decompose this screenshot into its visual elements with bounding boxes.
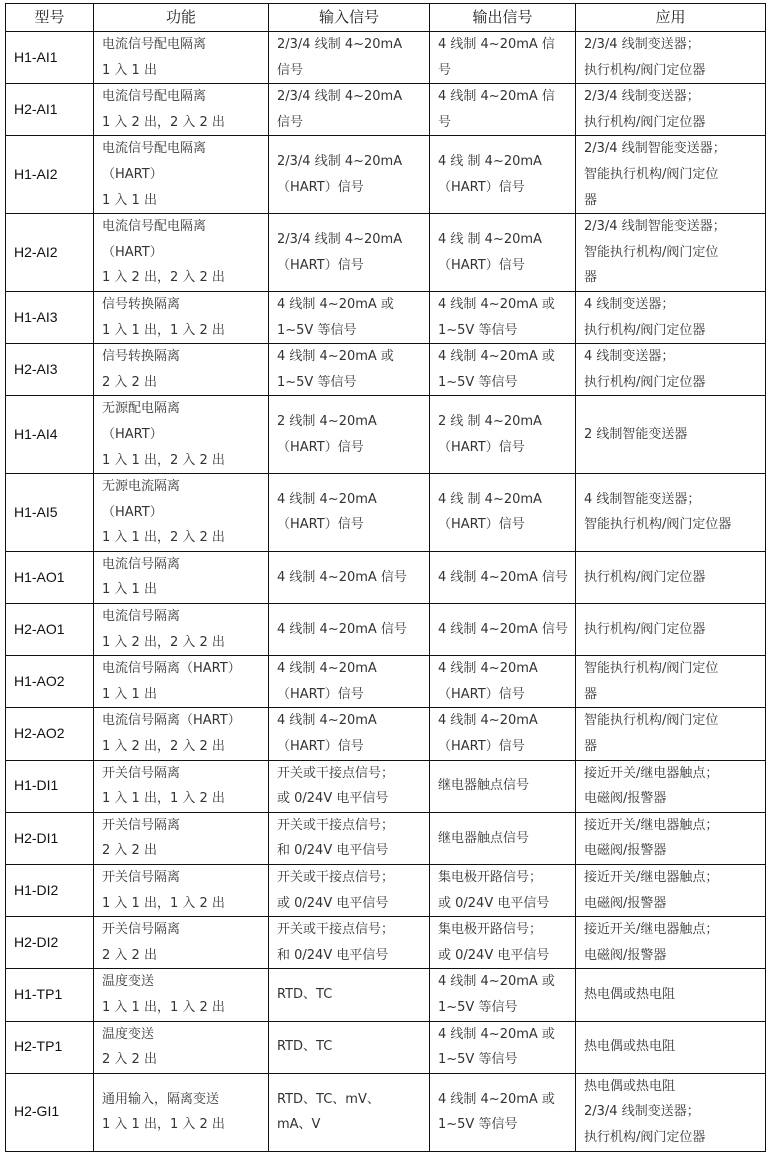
- cell-line: 2/3/4 线制 4~20mA: [277, 89, 403, 105]
- cell-line: 通用输入，隔离变送: [102, 1091, 220, 1107]
- cell-line: （HART）信号: [438, 686, 525, 702]
- function-cell: [94, 344, 269, 396]
- cell-line: 1 入 1 出，1 入 2 出: [102, 1117, 225, 1133]
- output-signal-cell: [430, 344, 576, 396]
- input-signal-cell: [269, 32, 430, 84]
- cell-line: 信号: [277, 62, 304, 78]
- cell-line: 执行机构/阀门定位器: [584, 374, 706, 390]
- cell-line: 1~5V 等信号: [438, 374, 518, 390]
- model-cell: H1-AI4: [6, 396, 94, 474]
- cell-line: 号: [438, 114, 452, 130]
- cell-line: 开关或干接点信号；: [277, 870, 395, 885]
- input-signal-cell: [269, 917, 430, 969]
- cell-line: 继电器触点信号: [438, 778, 530, 794]
- model-cell: H1-AI3: [6, 291, 94, 343]
- cell-line: 2 入 2 出: [102, 947, 157, 963]
- cell-line: 4 线 制 4~20mA: [438, 231, 542, 247]
- cell-line: 2 入 2 出: [102, 1052, 157, 1068]
- cell-line: 1 入 2 出，2 入 2 出: [102, 114, 225, 130]
- cell-line: 1 入 1 出: [102, 582, 157, 598]
- cell-line: 开关或干接点信号；: [277, 817, 395, 833]
- header-input-signal: 输入信号: [269, 4, 430, 32]
- cell-line: 和 0/24V 电平信号: [277, 843, 389, 859]
- cell-line: （HART）信号: [277, 179, 364, 195]
- cell-line: 执行机构/阀门定位器: [584, 114, 706, 130]
- output-signal-cell: [430, 656, 576, 708]
- function-cell: [94, 396, 269, 474]
- cell-line: RTD、TC: [277, 987, 333, 1003]
- cell-line: 电流信号配电隔离: [102, 37, 207, 52]
- input-signal-cell: [269, 84, 430, 136]
- cell-line: 电磁阀/报警器: [584, 895, 667, 911]
- table-row: [6, 604, 766, 656]
- function-cell: [94, 656, 269, 708]
- cell-line: （HART）: [102, 504, 163, 520]
- function-cell: [94, 1021, 269, 1073]
- cell-line: 热电偶或热电阻: [584, 987, 676, 1003]
- output-signal-cell: [430, 1021, 576, 1073]
- cell-line: 4 线制 4~20mA 信: [438, 37, 555, 52]
- input-signal-cell: [269, 136, 430, 214]
- cell-line: 2/3/4 线制 4~20mA: [277, 231, 403, 247]
- table-row: [6, 291, 766, 343]
- cell-line: 器: [584, 739, 598, 755]
- cell-line: 1~5V 等信号: [277, 322, 357, 338]
- cell-line: （HART）信号: [277, 739, 364, 755]
- cell-line: 1 入 2 出，2 入 2 出: [102, 739, 225, 755]
- cell-line: （HART）信号: [438, 517, 525, 533]
- cell-line: RTD、TC: [277, 1039, 333, 1055]
- model-cell: H2-GI1: [6, 1073, 94, 1151]
- cell-line: 信号转换隔离: [102, 296, 181, 312]
- cell-line: 集电极开路信号；: [438, 922, 543, 938]
- cell-line: 无源配电隔离: [102, 401, 181, 417]
- cell-line: 电流信号配电隔离: [102, 89, 207, 105]
- model-cell: H1-AI5: [6, 474, 94, 552]
- cell-line: （HART）信号: [277, 257, 364, 273]
- cell-line: 或 0/24V 电平信号: [438, 947, 550, 963]
- cell-line: 开关信号隔离: [102, 765, 181, 781]
- input-signal-cell: [269, 1073, 430, 1151]
- table-body: [6, 32, 766, 1152]
- cell-line: （HART）: [102, 166, 163, 182]
- cell-line: 执行机构/阀门定位器: [584, 62, 706, 78]
- header-function: 功能: [94, 4, 269, 32]
- model-cell: H1-TP1: [6, 969, 94, 1021]
- model-cell: H2-AI3: [6, 344, 94, 396]
- cell-line: （HART）: [102, 244, 163, 260]
- model-cell: H1-DI1: [6, 760, 94, 812]
- model-cell: H1-AO2: [6, 656, 94, 708]
- cell-line: 4 线 制 4~20mA: [438, 154, 542, 170]
- output-signal-cell: [430, 604, 576, 656]
- application-cell: [576, 214, 766, 292]
- application-cell: [576, 396, 766, 474]
- output-signal-cell: [430, 760, 576, 812]
- cell-line: 1 入 1 出，1 入 2 出: [102, 999, 225, 1015]
- input-signal-cell: [269, 604, 430, 656]
- cell-line: 接近开关/继电器触点；: [584, 870, 719, 885]
- function-cell: [94, 708, 269, 760]
- function-cell: [94, 214, 269, 292]
- model-cell: H1-DI2: [6, 865, 94, 917]
- cell-line: 4 线制变送器；: [584, 296, 675, 312]
- cell-line: 2/3/4 线制 4~20mA: [277, 154, 403, 170]
- input-signal-cell: [269, 474, 430, 552]
- cell-line: 或 0/24V 电平信号: [277, 895, 389, 911]
- function-cell: [94, 865, 269, 917]
- cell-line: 1~5V 等信号: [438, 1052, 518, 1068]
- cell-line: 电磁阀/报警器: [584, 843, 667, 859]
- application-cell: [576, 760, 766, 812]
- output-signal-cell: [430, 474, 576, 552]
- cell-line: 电流信号配电隔离: [102, 219, 207, 235]
- cell-line: 4 线制 4~20mA: [438, 713, 538, 729]
- cell-line: 电流信号隔离（HART）: [102, 713, 241, 729]
- table-row: [6, 708, 766, 760]
- cell-line: 电流信号隔离: [102, 609, 181, 625]
- cell-line: 4 线制 4~20mA 或: [438, 1026, 555, 1042]
- table-row: [6, 396, 766, 474]
- cell-line: 热电偶或热电阻: [584, 1039, 676, 1055]
- cell-line: 开关或干接点信号；: [277, 765, 395, 781]
- input-signal-cell: [269, 812, 430, 864]
- cell-line: 4 线制 4~20mA 信号: [438, 569, 568, 585]
- cell-line: 集电极开路信号；: [438, 870, 543, 885]
- cell-line: （HART）信号: [277, 686, 364, 702]
- cell-line: 1~5V 等信号: [438, 1117, 518, 1133]
- cell-line: 2/3/4 线制 4~20mA: [277, 37, 403, 52]
- cell-line: 接近开关/继电器触点；: [584, 922, 719, 938]
- function-cell: [94, 1073, 269, 1151]
- input-signal-cell: [269, 214, 430, 292]
- model-cell: H2-AI1: [6, 84, 94, 136]
- cell-line: 4 线制 4~20mA 或: [277, 349, 394, 365]
- cell-line: 信号: [277, 114, 304, 130]
- input-signal-cell: [269, 396, 430, 474]
- header-model: 型号: [6, 4, 94, 32]
- cell-line: 1 入 1 出: [102, 62, 157, 78]
- table-row: [6, 344, 766, 396]
- cell-line: 热电偶或热电阻: [584, 1078, 676, 1094]
- model-cell: H2-AO1: [6, 604, 94, 656]
- header-output-signal: 输出信号: [430, 4, 576, 32]
- output-signal-cell: [430, 551, 576, 603]
- table-row: [6, 812, 766, 864]
- table-row: [6, 474, 766, 552]
- cell-line: 1 入 1 出，1 入 2 出: [102, 895, 225, 911]
- model-cell: H1-AI1: [6, 32, 94, 84]
- cell-line: （HART）: [102, 426, 163, 442]
- function-cell: [94, 604, 269, 656]
- output-signal-cell: [430, 84, 576, 136]
- cell-line: 4 线制 4~20mA: [277, 491, 377, 507]
- application-cell: [576, 812, 766, 864]
- cell-line: 4 线制 4~20mA 或: [438, 349, 555, 365]
- function-cell: [94, 32, 269, 84]
- input-signal-cell: [269, 1021, 430, 1073]
- function-cell: [94, 917, 269, 969]
- cell-line: 4 线制 4~20mA 信号: [277, 569, 407, 585]
- application-cell: [576, 969, 766, 1021]
- cell-line: （HART）信号: [438, 179, 525, 195]
- cell-line: 开关信号隔离: [102, 922, 181, 938]
- cell-line: 2/3/4 线制变送器；: [584, 37, 700, 52]
- cell-line: 4 线 制 4~20mA: [438, 491, 542, 507]
- output-signal-cell: [430, 812, 576, 864]
- cell-line: （HART）信号: [438, 739, 525, 755]
- function-cell: [94, 291, 269, 343]
- cell-line: 2/3/4 线制智能变送器；: [584, 219, 726, 235]
- function-cell: [94, 760, 269, 812]
- cell-line: 2 线 制 4~20mA: [438, 414, 542, 430]
- function-cell: [94, 474, 269, 552]
- cell-line: 4 线制 4~20mA 信: [438, 89, 555, 105]
- cell-line: 温度变送: [102, 1026, 155, 1042]
- output-signal-cell: [430, 1073, 576, 1151]
- cell-line: 1 入 1 出: [102, 686, 157, 702]
- model-cell: H2-AI2: [6, 214, 94, 292]
- input-signal-cell: [269, 865, 430, 917]
- output-signal-cell: [430, 136, 576, 214]
- cell-line: 1 入 1 出，1 入 2 出: [102, 322, 225, 338]
- output-signal-cell: [430, 969, 576, 1021]
- cell-line: 4 线制 4~20mA 信号: [438, 621, 568, 637]
- cell-line: 电流信号配电隔离: [102, 141, 207, 157]
- table-row: [6, 656, 766, 708]
- table-row: [6, 969, 766, 1021]
- table-row: [6, 760, 766, 812]
- cell-line: 4 线制 4~20mA: [277, 713, 377, 729]
- cell-line: 器: [584, 270, 598, 286]
- cell-line: 开关信号隔离: [102, 817, 181, 833]
- table-row: [6, 551, 766, 603]
- application-cell: [576, 656, 766, 708]
- table-row: [6, 1073, 766, 1151]
- cell-line: RTD、TC、mV、: [277, 1091, 380, 1107]
- cell-line: 接近开关/继电器触点；: [584, 765, 719, 781]
- cell-line: 4 线制智能变送器；: [584, 491, 701, 507]
- cell-line: 温度变送: [102, 974, 155, 990]
- model-cell: H1-AO1: [6, 551, 94, 603]
- output-signal-cell: [430, 865, 576, 917]
- cell-line: 电磁阀/报警器: [584, 947, 667, 963]
- cell-line: 智能执行机构/阀门定位: [584, 166, 719, 182]
- function-cell: [94, 551, 269, 603]
- model-cell: H2-DI1: [6, 812, 94, 864]
- cell-line: 1 入 2 出，2 入 2 出: [102, 634, 225, 650]
- cell-line: 电流信号隔离（HART）: [102, 661, 241, 677]
- cell-line: 1 入 2 出，2 入 2 出: [102, 270, 225, 286]
- cell-line: 2 线制智能变送器: [584, 426, 688, 442]
- cell-line: 2 入 2 出: [102, 843, 157, 859]
- application-cell: [576, 1073, 766, 1151]
- input-signal-cell: [269, 291, 430, 343]
- cell-line: 执行机构/阀门定位器: [584, 621, 706, 637]
- cell-line: 继电器触点信号: [438, 830, 530, 846]
- model-cell: H2-AO2: [6, 708, 94, 760]
- model-cell: H1-AI2: [6, 136, 94, 214]
- output-signal-cell: [430, 291, 576, 343]
- input-signal-cell: [269, 708, 430, 760]
- cell-line: 4 线制 4~20mA 或: [438, 974, 555, 990]
- cell-line: 器: [584, 686, 598, 702]
- cell-line: 号: [438, 62, 452, 78]
- cell-line: 4 线制 4~20mA 或: [438, 1091, 555, 1107]
- cell-line: 电流信号隔离: [102, 556, 181, 572]
- cell-line: 无源电流隔离: [102, 479, 181, 495]
- cell-line: 信号转换隔离: [102, 349, 181, 365]
- cell-line: 4 线制 4~20mA 信号: [277, 621, 407, 637]
- cell-line: （HART）信号: [438, 257, 525, 273]
- cell-line: 2/3/4 线制变送器；: [584, 89, 700, 105]
- cell-line: 4 线制 4~20mA 或: [277, 296, 394, 312]
- application-cell: [576, 84, 766, 136]
- application-cell: [576, 551, 766, 603]
- cell-line: （HART）信号: [277, 439, 364, 455]
- cell-line: 4 线制变送器；: [584, 349, 675, 365]
- table-row: [6, 1021, 766, 1073]
- cell-line: （HART）信号: [277, 517, 364, 533]
- cell-line: 2 入 2 出: [102, 374, 157, 390]
- cell-line: 和 0/24V 电平信号: [277, 947, 389, 963]
- application-cell: [576, 917, 766, 969]
- cell-line: 4 线制 4~20mA: [277, 661, 377, 677]
- cell-line: 2 线制 4~20mA: [277, 414, 377, 430]
- cell-line: 2/3/4 线制智能变送器；: [584, 141, 726, 157]
- table-row: [6, 214, 766, 292]
- function-cell: [94, 969, 269, 1021]
- cell-line: 4 线制 4~20mA: [438, 661, 538, 677]
- cell-line: 或 0/24V 电平信号: [438, 895, 550, 911]
- application-cell: [576, 865, 766, 917]
- cell-line: 开关信号隔离: [102, 870, 181, 885]
- input-signal-cell: [269, 760, 430, 812]
- table-header-row: [6, 4, 766, 32]
- cell-line: 1 入 1 出，2 入 2 出: [102, 452, 225, 468]
- output-signal-cell: [430, 214, 576, 292]
- output-signal-cell: [430, 396, 576, 474]
- cell-line: 接近开关/继电器触点；: [584, 817, 719, 833]
- cell-line: 4 线制 4~20mA 或: [438, 296, 555, 312]
- cell-line: 执行机构/阀门定位器: [584, 569, 706, 585]
- output-signal-cell: [430, 708, 576, 760]
- cell-line: 智能执行机构/阀门定位器: [584, 517, 732, 533]
- cell-line: 智能执行机构/阀门定位: [584, 244, 719, 260]
- function-cell: [94, 812, 269, 864]
- cell-line: 执行机构/阀门定位器: [584, 322, 706, 338]
- cell-line: 器: [584, 192, 598, 208]
- cell-line: 智能执行机构/阀门定位: [584, 713, 719, 729]
- cell-line: mA、V: [277, 1117, 321, 1133]
- function-cell: [94, 136, 269, 214]
- cell-line: 1~5V 等信号: [277, 374, 357, 390]
- application-cell: [576, 291, 766, 343]
- output-signal-cell: [430, 32, 576, 84]
- table-row: [6, 84, 766, 136]
- function-cell: [94, 84, 269, 136]
- input-signal-cell: [269, 551, 430, 603]
- table-row: [6, 865, 766, 917]
- cell-line: 执行机构/阀门定位器: [584, 1129, 706, 1145]
- table-row: [6, 136, 766, 214]
- cell-line: 2/3/4 线制变送器；: [584, 1104, 700, 1120]
- cell-line: 或 0/24V 电平信号: [277, 791, 389, 807]
- cell-line: （HART）信号: [438, 439, 525, 455]
- table-row: [6, 917, 766, 969]
- cell-line: 1 入 1 出，1 入 2 出: [102, 791, 225, 807]
- cell-line: 开关或干接点信号；: [277, 922, 395, 938]
- input-signal-cell: [269, 656, 430, 708]
- output-signal-cell: [430, 917, 576, 969]
- cell-line: 1~5V 等信号: [438, 999, 518, 1015]
- product-spec-table: [5, 3, 766, 1152]
- application-cell: [576, 344, 766, 396]
- cell-line: 1 入 1 出，2 入 2 出: [102, 530, 225, 546]
- input-signal-cell: [269, 969, 430, 1021]
- application-cell: [576, 1021, 766, 1073]
- application-cell: [576, 708, 766, 760]
- model-cell: H2-DI2: [6, 917, 94, 969]
- cell-line: 电磁阀/报警器: [584, 791, 667, 807]
- cell-line: 1 入 1 出: [102, 192, 157, 208]
- cell-line: 1~5V 等信号: [438, 322, 518, 338]
- table-row: [6, 32, 766, 84]
- application-cell: [576, 32, 766, 84]
- header-application: 应用: [576, 4, 766, 32]
- application-cell: [576, 136, 766, 214]
- model-cell: H2-TP1: [6, 1021, 94, 1073]
- application-cell: [576, 474, 766, 552]
- input-signal-cell: [269, 344, 430, 396]
- application-cell: [576, 604, 766, 656]
- cell-line: 智能执行机构/阀门定位: [584, 661, 719, 677]
